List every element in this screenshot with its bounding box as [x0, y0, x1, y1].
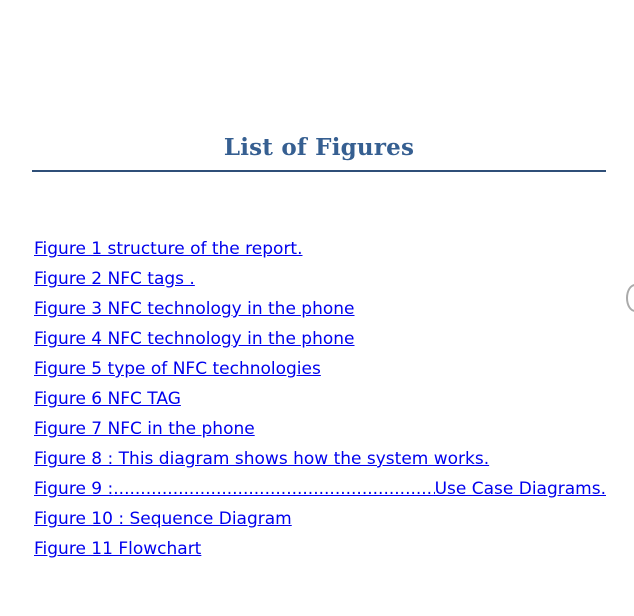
dot-leader: [113, 474, 434, 504]
scroll-handle-icon[interactable]: [626, 284, 634, 312]
figure-link-11[interactable]: Figure 11 Flowchart: [34, 539, 202, 559]
figure-link-7[interactable]: Figure 7 NFC in the phone: [34, 419, 255, 439]
figure-link-3[interactable]: Figure 3 NFC technology in the phone: [34, 299, 355, 319]
figure-link-2[interactable]: Figure 2 NFC tags .: [34, 269, 195, 289]
figure-link-9-label[interactable]: Figure 9 :: [34, 479, 114, 499]
list-item: [34, 414, 606, 444]
list-item: [34, 474, 606, 504]
list-item: [34, 294, 606, 324]
figure-link-5[interactable]: Figure 5 type of NFC technologies: [34, 359, 321, 379]
figure-link-4[interactable]: Figure 4 NFC technology in the phone: [34, 329, 355, 349]
figure-link-10[interactable]: Figure 10 : Sequence Diagram: [34, 509, 292, 529]
figure-list: [34, 234, 606, 564]
figure-link-6[interactable]: Figure 6 NFC TAG: [34, 389, 181, 409]
list-item: [34, 534, 606, 564]
list-item: [34, 444, 606, 474]
figure-link-9-title[interactable]: Use Case Diagrams.: [434, 479, 606, 499]
list-item: [34, 264, 606, 294]
figure-link-8[interactable]: Figure 8 : This diagram shows how the system works.: [34, 449, 490, 469]
list-item: [34, 504, 606, 534]
list-item: [34, 324, 606, 354]
page-title: List of Figures: [223, 134, 415, 161]
list-item: [34, 234, 606, 264]
heading-divider: [32, 170, 606, 172]
list-item: [34, 384, 606, 414]
figure-link-1[interactable]: Figure 1 structure of the report.: [34, 239, 303, 259]
list-item: [34, 354, 606, 384]
